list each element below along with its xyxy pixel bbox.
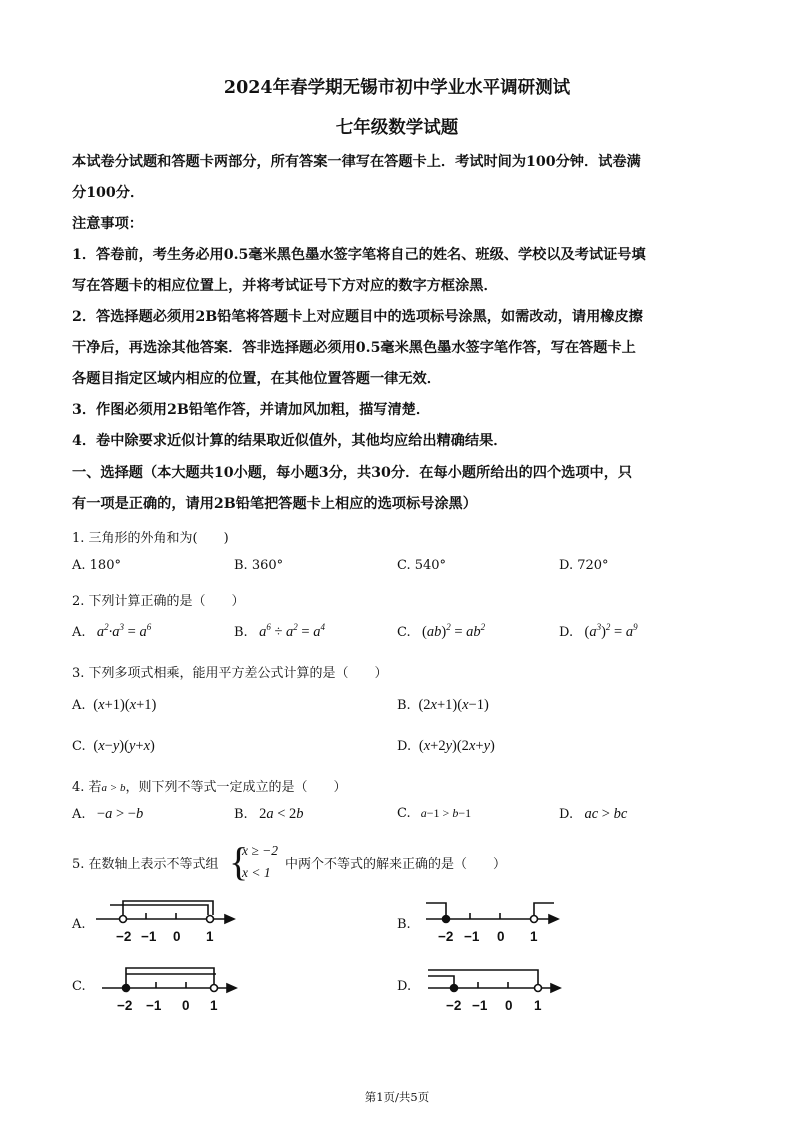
solution-bracket-x-ge-neg2 — [123, 901, 213, 915]
option-label: A. — [72, 625, 86, 640]
question-2-option-a[interactable] — [72, 624, 151, 641]
tick-label: 0 — [182, 998, 190, 1013]
option-label: B. — [234, 625, 248, 640]
question-3-option-c[interactable] — [72, 738, 155, 755]
tick-label: −1 — [472, 998, 488, 1013]
tick-label: −1 — [464, 929, 480, 944]
formula: a−1 > b−1 — [414, 806, 472, 820]
question-5-stem-prefix: 5. 在数轴上表示不等式组 — [72, 857, 219, 872]
option-label: D. — [559, 625, 574, 640]
question-3-option-d[interactable] — [397, 738, 495, 755]
question-5-option-d-label[interactable]: D. — [397, 979, 412, 994]
number-line-option-b[interactable] — [418, 895, 568, 950]
system-brace: { — [229, 839, 249, 884]
question-4-stem — [72, 776, 347, 795]
question-4-option-d[interactable] — [559, 806, 627, 823]
open-dot-1 — [211, 985, 218, 992]
formula: $(ab)^2 = ab^2$ — [422, 622, 486, 640]
notice-1-line-2: 写在答题卡的相应位置上，并将考试证号下方对应的数字方框涂黑． — [72, 278, 498, 294]
stem-suffix: ，则下列不等式一定成立的是（ ） — [125, 780, 347, 795]
notice-3: 3．作图必须用2B铅笔作答，并请加风加粗，描写清楚． — [72, 402, 431, 418]
notice-2-line-3: 各题目指定区域内相应的位置，在其他位置答题一律无效． — [72, 371, 441, 387]
stem-condition: a > b — [101, 782, 126, 794]
intro-line-1: 本试卷分试题和答题卡两部分，所有答案一律写在答题卡上．考试时间为100分钟．试卷满 — [72, 154, 641, 170]
formula: ac > bc — [577, 806, 628, 822]
question-1-option-b[interactable]: B. 360° — [234, 558, 284, 573]
solution-bracket-x-lt-1 — [428, 970, 538, 984]
open-dot-1 — [207, 916, 214, 923]
system-line-2: x < 1 — [242, 865, 271, 880]
tick-label: 0 — [497, 929, 505, 944]
solution-bracket-x-ge-neg2 — [428, 976, 454, 984]
tick-label: 1 — [210, 998, 218, 1013]
formula: (x−y)(y+x) — [93, 738, 155, 754]
question-5-option-b-label[interactable]: B. — [397, 917, 411, 932]
closed-dot-neg2 — [451, 985, 458, 992]
question-2-option-b[interactable] — [234, 624, 325, 641]
question-3-option-b[interactable] — [397, 697, 489, 714]
open-dot-neg2 — [120, 916, 127, 923]
question-5-stem-suffix: 中两个不等式的解来正确的是（ ） — [285, 857, 507, 872]
question-2-option-c[interactable] — [397, 624, 485, 641]
option-label: A. — [72, 698, 86, 713]
option-label: B. — [234, 807, 248, 822]
solution-bracket-x-lt-1 — [126, 968, 214, 984]
notice-4: 4．卷中除要求近似计算的结果取近似值外，其他均应给出精确结果． — [72, 433, 508, 449]
question-3-option-a[interactable] — [72, 697, 156, 714]
formula: $(a^3)^2 = a^9$ — [584, 622, 638, 640]
option-label: A. — [72, 807, 86, 822]
open-dot-1 — [535, 985, 542, 992]
question-3-stem: 3. 下列多项式相乘，能用平方差公式计算的是（ ） — [72, 666, 388, 681]
notice-2-line-2: 干净后，再选涂其他答案．答非选择题必须用0.5毫米黑色墨水签字笔作答，写在答题卡上 — [72, 340, 636, 356]
formula: (x+2y)(2x+y) — [418, 738, 495, 754]
closed-dot-neg2 — [123, 985, 130, 992]
question-4-option-c[interactable] — [397, 806, 471, 821]
axis-arrow — [549, 915, 558, 923]
formula: $a^2\cdot a^3 = a^6$ — [89, 622, 152, 640]
system-line-1: x ≥ −2 — [242, 843, 279, 858]
solution-bracket-left — [426, 903, 446, 915]
question-1-stem: 1. 三角形的外角和为( ) — [72, 531, 229, 546]
section-1-line-1: 一、选择题（本大题共10小题，每小题3分，共30分．在每小题所给出的四个选项中，只 — [72, 465, 633, 481]
tick-label: −2 — [438, 929, 454, 944]
question-1-option-c[interactable]: C. 540° — [397, 558, 447, 573]
option-label: C. — [72, 739, 86, 754]
tick-label: −2 — [116, 929, 132, 944]
question-2-stem: 2. 下列计算正确的是（ ） — [72, 594, 245, 609]
notice-2-line-1: 2．答选择题必须用2B铅笔将答题卡上对应题目中的选项标号涂黑，如需改动，请用橡皮擦 — [72, 309, 643, 325]
formula: (x+1)(x+1) — [93, 697, 157, 713]
option-label: B. — [397, 698, 411, 713]
tick-label: 1 — [534, 998, 542, 1013]
number-line-option-d[interactable] — [420, 960, 570, 1015]
tick-label: −2 — [117, 998, 133, 1013]
solution-bracket-right — [534, 903, 554, 915]
formula: $a^6 \div a^2 = a^4$ — [251, 622, 325, 640]
question-5-option-a-label[interactable]: A. — [72, 917, 86, 932]
tick-label: −1 — [146, 998, 162, 1013]
option-label: D. — [397, 739, 412, 754]
formula: −a > −b — [96, 806, 144, 822]
open-dot-1 — [531, 916, 538, 923]
axis-arrow — [225, 915, 234, 923]
tick-label: −2 — [446, 998, 462, 1013]
section-1-line-2: 有一项是正确的，请用2B铅笔把答题卡上相应的选项标号涂黑） — [72, 496, 477, 512]
number-line-option-c[interactable] — [96, 960, 246, 1015]
question-1-option-a[interactable]: A. 180° — [72, 558, 121, 573]
number-line-option-a[interactable] — [90, 895, 240, 950]
question-1-option-d[interactable]: D. 720° — [559, 558, 609, 573]
exam-title: 2024年春学期无锡市初中学业水平调研测试 — [223, 78, 571, 98]
axis-arrow — [551, 984, 560, 992]
notice-heading: 注意事项： — [72, 216, 143, 232]
page-number: 第1页/共5页 — [364, 1090, 430, 1104]
tick-label: 1 — [206, 929, 214, 944]
axis-arrow — [227, 984, 236, 992]
option-label: D. — [559, 807, 574, 822]
option-label: C. — [397, 625, 411, 640]
tick-label: 0 — [505, 998, 513, 1013]
question-4-option-b[interactable] — [234, 806, 304, 823]
stem-prefix: 4. 若 — [72, 780, 102, 795]
tick-label: −1 — [141, 929, 157, 944]
notice-1-line-1: 1．答卷前，考生务必用0.5毫米黑色墨水签字笔将自己的姓名、班级、学校以及考试证号填 — [72, 247, 646, 263]
tick-label: 0 — [173, 929, 181, 944]
solution-bracket-x-lt-1 — [110, 905, 208, 915]
formula: (2x+1)(x−1) — [418, 697, 489, 713]
question-4-option-a[interactable] — [72, 806, 143, 823]
formula: 2a < 2b — [259, 806, 304, 822]
question-2-option-d[interactable] — [559, 624, 638, 641]
question-5-option-c-label[interactable]: C. — [72, 979, 86, 994]
intro-line-2: 分100分． — [72, 185, 145, 201]
tick-label: 1 — [530, 929, 538, 944]
closed-dot-neg2 — [443, 916, 450, 923]
exam-subtitle: 七年级数学试题 — [335, 118, 459, 138]
option-label: C. — [397, 806, 411, 821]
